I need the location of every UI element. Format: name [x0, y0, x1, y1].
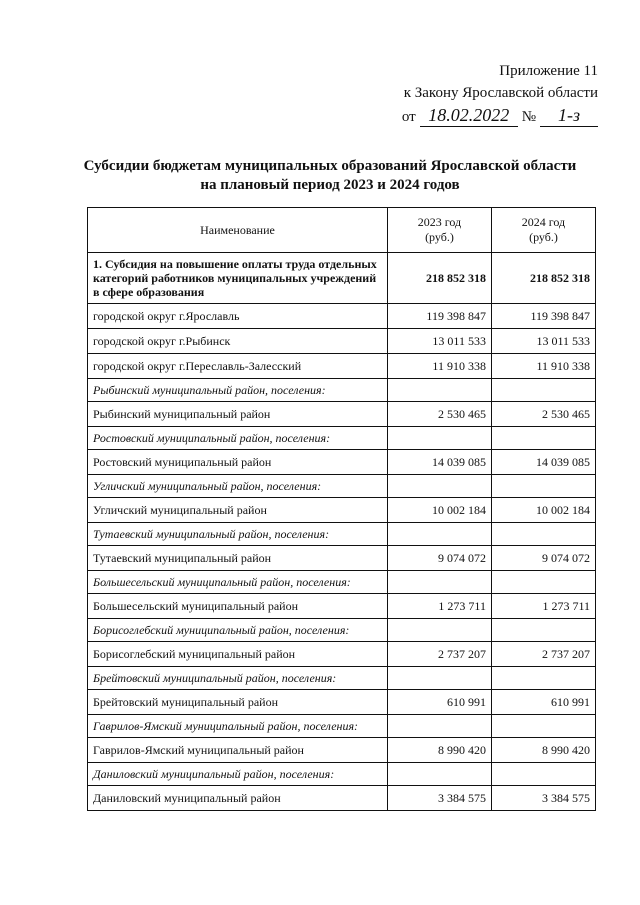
table-row: [88, 690, 596, 715]
row-name: Угличский муниципальный район: [88, 498, 388, 523]
row-value-2024: 1 273 711: [491, 594, 595, 619]
row-value-2024: [491, 667, 595, 690]
row-name: Ростовский муниципальный район: [88, 450, 388, 475]
row-value-2024: 218 852 318: [491, 253, 595, 304]
row-value-2024: 2 737 207: [491, 642, 595, 667]
row-value-2024: 9 074 072: [491, 546, 595, 571]
row-value-2023: [387, 619, 491, 642]
table-section-row: [88, 763, 596, 786]
row-value-2024: [491, 763, 595, 786]
row-value-2023: [387, 475, 491, 498]
table-section-row: [88, 523, 596, 546]
table-row: [88, 642, 596, 667]
row-value-2024: [491, 523, 595, 546]
section-name: Рыбинский муниципальный район, поселения:: [88, 379, 388, 402]
row-name: Тутаевский муниципальный район: [88, 546, 388, 571]
subsidies-table: [87, 207, 596, 811]
row-value-2024: 10 002 184: [491, 498, 595, 523]
row-value-2023: [387, 427, 491, 450]
row-value-2023: 10 002 184: [387, 498, 491, 523]
table-row-total: [88, 253, 596, 304]
row-value-2023: 2 530 465: [387, 402, 491, 427]
row-value-2024: [491, 427, 595, 450]
row-value-2023: [387, 715, 491, 738]
row-value-2023: 13 011 533: [387, 329, 491, 354]
section-name: Борисоглебский муниципальный район, поселения:: [88, 619, 388, 642]
row-value-2023: 218 852 318: [387, 253, 491, 304]
row-value-2024: [491, 571, 595, 594]
row-value-2023: [387, 667, 491, 690]
table-row: [88, 786, 596, 811]
table-row: [88, 402, 596, 427]
table-section-row: [88, 475, 596, 498]
row-value-2024: [491, 379, 595, 402]
table-row: [88, 329, 596, 354]
table-row: [88, 546, 596, 571]
row-value-2023: 9 074 072: [387, 546, 491, 571]
row-value-2023: [387, 571, 491, 594]
table-section-row: [88, 427, 596, 450]
row-name: Гаврилов-Ямский муниципальный район: [88, 738, 388, 763]
number-sign: №: [521, 109, 536, 125]
table-row: [88, 498, 596, 523]
table-row: [88, 450, 596, 475]
section-name: Тутаевский муниципальный район, поселения:: [88, 523, 388, 546]
table-header-row: [88, 208, 596, 253]
title-line-1: Субсидии бюджетам муниципальных образований Ярославской области: [83, 158, 577, 174]
row-value-2023: 119 398 847: [387, 304, 491, 329]
row-value-2023: 2 737 207: [387, 642, 491, 667]
row-value-2023: [387, 379, 491, 402]
row-value-2023: 11 910 338: [387, 354, 491, 379]
row-value-2024: [491, 715, 595, 738]
row-value-2024: 3 384 575: [491, 786, 595, 811]
table-row: [88, 304, 596, 329]
row-value-2023: [387, 763, 491, 786]
row-name: городской округ г.Ярославль: [88, 304, 388, 329]
row-value-2023: 3 384 575: [387, 786, 491, 811]
row-value-2024: [491, 619, 595, 642]
document-header: [402, 60, 598, 128]
table-row: [88, 738, 596, 763]
row-value-2024: 610 991: [491, 690, 595, 715]
table-section-row: [88, 715, 596, 738]
section-name: Гаврилов-Ямский муниципальный район, поселения:: [88, 715, 388, 738]
section-name: Ростовский муниципальный район, поселения:: [88, 427, 388, 450]
row-name: Даниловский муниципальный район: [88, 786, 388, 811]
section-name: Даниловский муниципальный район, поселения:: [88, 763, 388, 786]
column-2024-year: 2024 год: [521, 215, 566, 229]
table-row: [88, 354, 596, 379]
table-row: [88, 594, 596, 619]
date-prefix: от: [401, 109, 416, 125]
row-value-2023: 610 991: [387, 690, 491, 715]
date-number-line: [402, 104, 598, 128]
handwritten-number: 1-з: [540, 104, 598, 127]
title-line-2: на плановый период 2023 и 2024 годов: [200, 177, 460, 193]
row-value-2024: 13 011 533: [491, 329, 595, 354]
row-value-2024: 11 910 338: [491, 354, 595, 379]
handwritten-date: 18.02.2022: [420, 104, 518, 127]
row-value-2023: [387, 523, 491, 546]
column-2023-year: 2023 год: [417, 215, 462, 229]
table-section-row: [88, 571, 596, 594]
row-value-2023: 14 039 085: [387, 450, 491, 475]
table-section-row: [88, 667, 596, 690]
row-name: Большесельский муниципальный район: [88, 594, 388, 619]
row-name: Рыбинский муниципальный район: [88, 402, 388, 427]
row-name: городской округ г.Рыбинск: [88, 329, 388, 354]
section-name: Угличский муниципальный район, поселения:: [88, 475, 388, 498]
row-value-2024: [491, 475, 595, 498]
row-name: городской округ г.Переславль-Залесский: [88, 354, 388, 379]
appendix-label: Приложение 11: [499, 63, 598, 79]
row-value-2024: 119 398 847: [491, 304, 595, 329]
document-title: [60, 157, 600, 195]
row-name: Борисоглебский муниципальный район: [88, 642, 388, 667]
row-name: 1. Субсидия на повышение оплаты труда отдельных категорий работников муниципальных учреждений в сфере образования: [88, 253, 388, 304]
column-2024-unit: (руб.): [529, 230, 558, 244]
section-name: Брейтовский муниципальный район, поселения:: [88, 667, 388, 690]
column-header-2024: [491, 208, 595, 253]
row-name: Брейтовский муниципальный район: [88, 690, 388, 715]
table-section-row: [88, 379, 596, 402]
section-name: Большесельский муниципальный район, поселения:: [88, 571, 388, 594]
row-value-2024: 2 530 465: [491, 402, 595, 427]
row-value-2024: 14 039 085: [491, 450, 595, 475]
row-value-2023: 8 990 420: [387, 738, 491, 763]
row-value-2024: 8 990 420: [491, 738, 595, 763]
row-value-2023: 1 273 711: [387, 594, 491, 619]
table-section-row: [88, 619, 596, 642]
column-header-name: Наименование: [88, 208, 388, 253]
column-2023-unit: (руб.): [425, 230, 454, 244]
law-reference: к Закону Ярославской области: [403, 85, 598, 101]
column-header-2023: [387, 208, 491, 253]
